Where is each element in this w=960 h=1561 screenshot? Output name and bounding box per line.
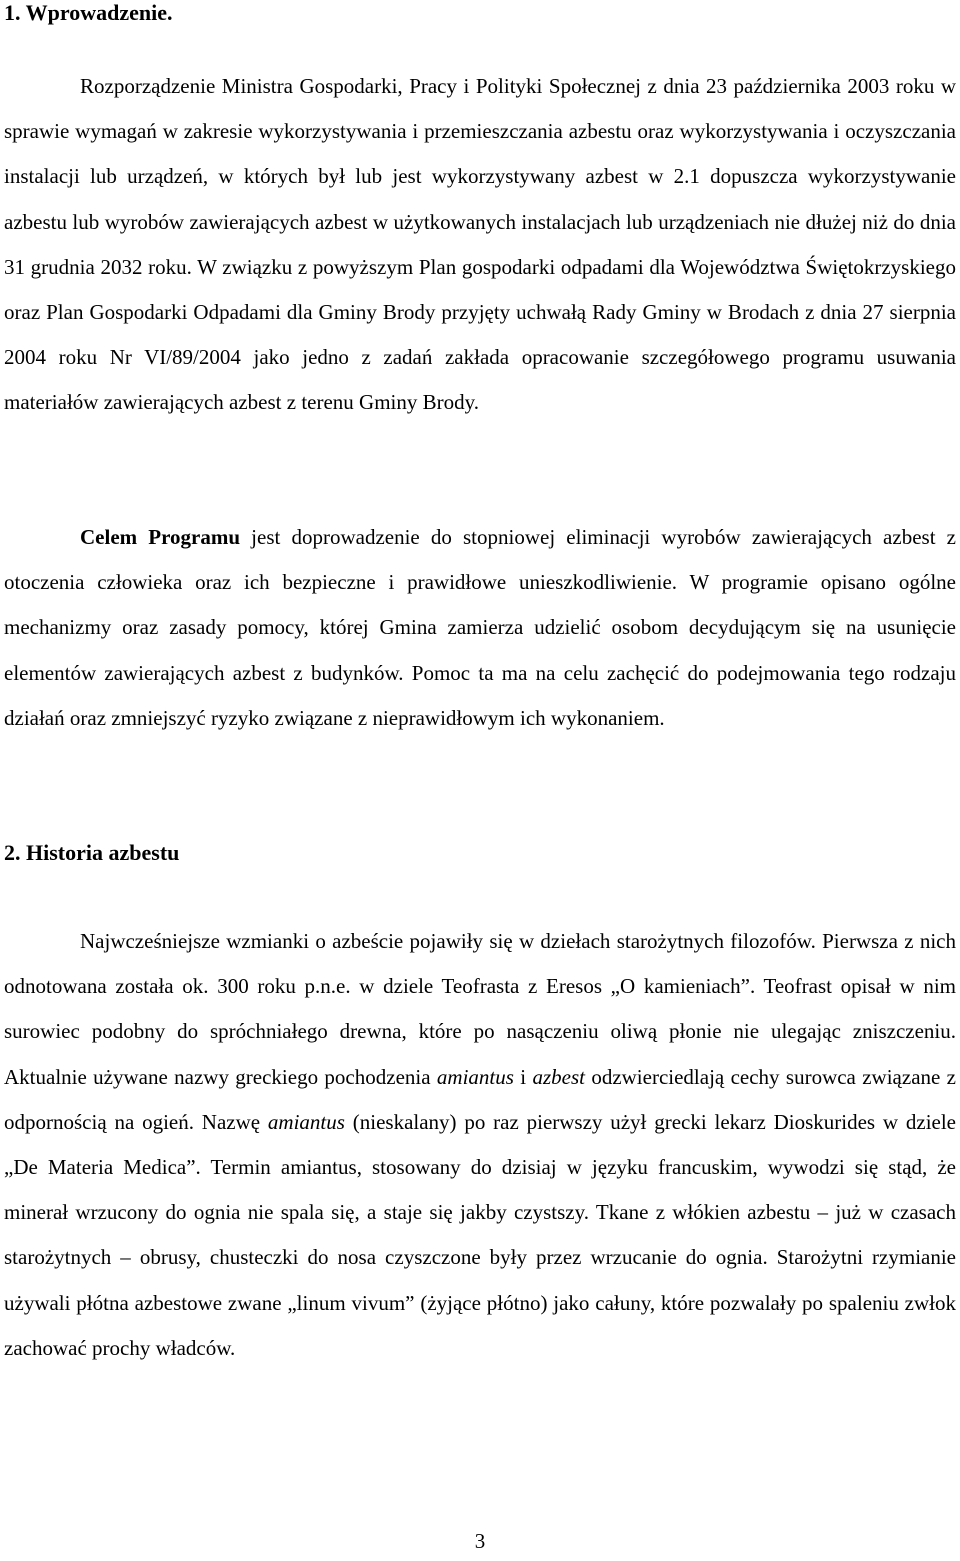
section-2-paragraph: [4, 919, 956, 1371]
history-text-part-4: (nieskalany) po raz pierwszy użył grecki lekarz Dioskurides w dziele „De Materia Medica”. Termin amiantus, stosowany do dzisiaj w języku francuskim, wywodzi się stąd, że minerał wrzucony do ognia nie spala się, a staje się jakby czystszy. Tkane z włókien azbestu – już w czasach starożytnych – obrusy, chusteczki do nosa czyszczone były przez wrzucanie do ognia. Starożytni rzymianie używali płótna azbestowe zwane „linum vivum” (żyjące płótno) jako całuny, które pozwalały po spaleniu zwłok zachować prochy władców.: [4, 1109, 956, 1360]
section-1-paragraph-1: Rozporządzenie Ministra Gospodarki, Pracy i Polityki Społecznej z dnia 23 października 2003 roku w sprawie wymagań w zakresie wykorzystywania i przemieszczania azbestu oraz wykorzystywania i oczyszczania instalacji lub urządzeń, w których był lub jest wykorzystywany azbest w 2.1 dopuszcza wykorzystywanie azbestu lub wyrobów zawierających azbest w użytkowanych instalacjach lub urządzeniach nie dłużej niż do dnia 31 grudnia 2032 roku. W związku z powyższym Plan gospodarki odpadami dla Województwa Świętokrzyskiego oraz Plan Gospodarki Odpadami dla Gminy Brody przyjęty uchwałą Rady Gminy w Brodach z dnia 27 sierpnia 2004 roku Nr VI/89/2004 jako jedno z zadań zakłada opracowanie szczegółowego programu usuwania materiałów zawierających azbest z terenu Gminy Brody.: [4, 74, 956, 415]
section-1-heading: 1. Wprowadzenie.: [4, 0, 173, 25]
section-1-paragraph-2: [4, 515, 956, 741]
history-text-part-3: odzwierciedlają cechy surowca związane z odpornością na ogień. Nazwę: [4, 1064, 957, 1134]
history-text-part-1: Najwcześniejsze wzmianki o azbeście pojawiły się w dziełach starożytnych filozofów. Pierwsza z nich odnotowana została ok. 300 roku p.n.e. w dziele Teofrasta z Eresos „O kamieniach”. Teofrast opisał w nim surowiec podobny do spróchniałego drewna, które po nasączeniu oliwą płonie nie ulegając zniszczeniu. Aktualnie używane nazwy greckiego pochodzenia: [4, 929, 956, 1089]
term-azbest: azbest: [532, 1064, 585, 1089]
page-number: 3: [474, 1529, 486, 1553]
program-goal-label: Celem Programu: [80, 525, 241, 549]
term-amiantus-2: amiantus: [267, 1109, 345, 1134]
program-goal-text: jest doprowadzenie do stopniowej eliminacji wyrobów zawierających azbest z otoczenia człowieka oraz ich bezpieczne i prawidłowe unieszkodliwienie. W programie opisano ogólne mechanizmy oraz zasady pomocy, której Gmina zamierza udzielić osobom decydującym się na usunięcie elementów zawierających azbest z budynków. Pomoc ta ma na celu zachęcić do podejmowania tego rodzaju działań oraz zmniejszyć ryzyko związane z nieprawidłowym ich wykonaniem.: [4, 525, 956, 730]
section-2-heading: 2. Historia azbestu: [4, 840, 180, 865]
term-amiantus: amiantus: [436, 1064, 514, 1089]
history-text-part-2: i: [513, 1064, 533, 1089]
